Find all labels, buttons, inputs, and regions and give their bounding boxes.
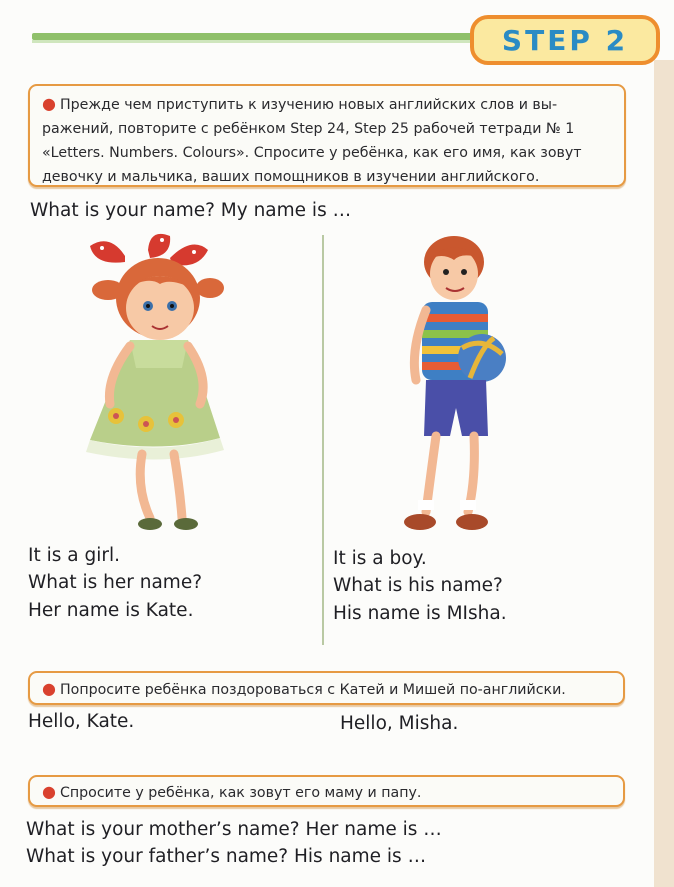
girl-line-3: Her name is Kate. (28, 600, 194, 621)
column-divider (322, 235, 324, 645)
bullet-icon: ● (42, 679, 56, 698)
greeting-misha: Hello, Misha. (340, 713, 459, 734)
name-question: What is your name? My name is … (30, 200, 352, 221)
bullet-icon: ● (42, 94, 56, 113)
greet-note (28, 671, 625, 705)
header-rule-shade (32, 40, 482, 43)
boy-illustration (392, 230, 522, 540)
girl-illustration (70, 228, 240, 538)
intro-note (28, 84, 626, 187)
girl-line-2: What is her name? (28, 572, 203, 593)
father-question: What is your father’s name? His name is … (26, 846, 427, 867)
mother-question: What is your mother’s name? Her name is … (26, 819, 442, 840)
greet-note-text: Попросите ребёнка поздороваться с Катей и Мишей по-английски. (59, 682, 566, 698)
bullet-icon: ● (42, 782, 56, 801)
boy-line-3: His name is MIsha. (333, 603, 507, 624)
boy-line-1: It is a boy. (333, 548, 427, 569)
greeting-kate: Hello, Kate. (28, 711, 135, 732)
page-edge-accent (654, 60, 674, 887)
girl-line-1: It is a girl. (28, 545, 120, 566)
step-label: STEP 2 (501, 23, 629, 57)
header-rule (32, 33, 482, 40)
intro-note-text: Прежде чем приступить к изучению новых английских слов и вы- ражений, повторите с ребёнком Step 24, Step 25 рабочей тетради № 1 «Letters. Numbers. Colours». Спросите у ребёнка, как его имя, как зовут девочку и мальчика, ваших помощников в изучении английского. (42, 97, 582, 185)
parents-note-text: Спросите у ребёнка, как зовут его маму и папу. (59, 785, 422, 801)
step-badge (470, 15, 660, 65)
boy-line-2: What is his name? (333, 575, 503, 596)
parents-note (28, 775, 625, 807)
